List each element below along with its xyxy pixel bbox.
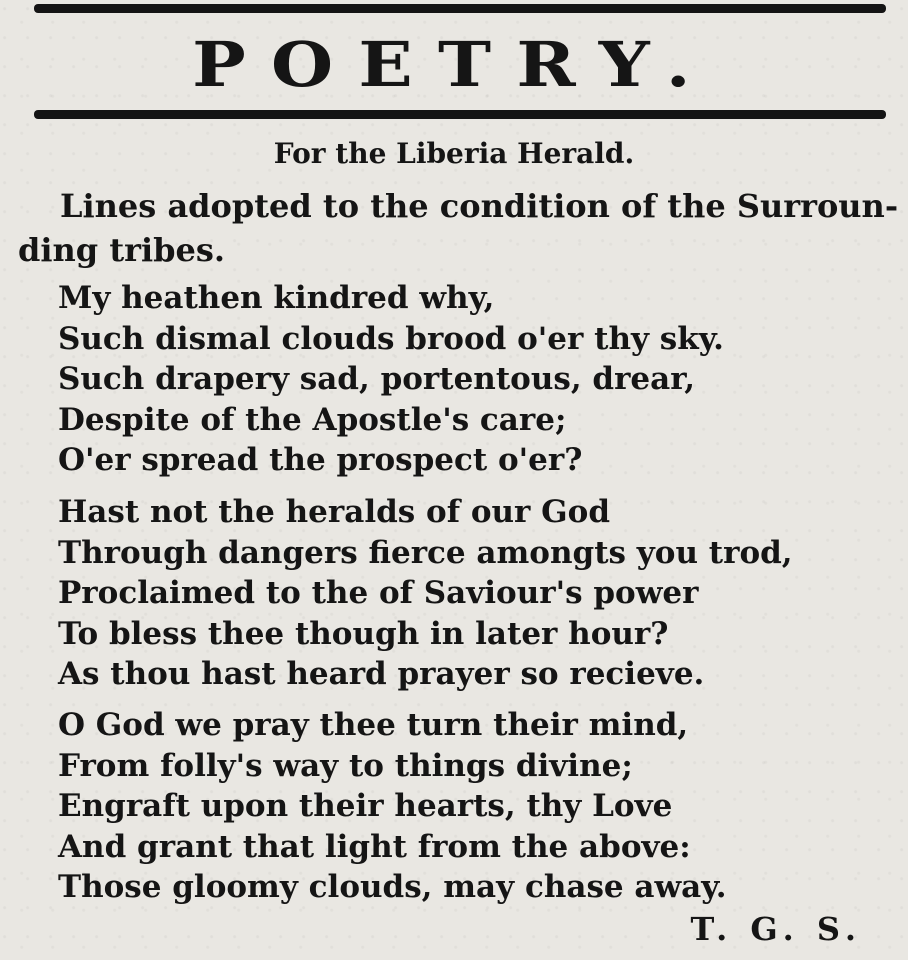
poem-line: To bless thee though in later hour? [58, 615, 669, 652]
poem-line: Through dangers fierce amongts you trod, [58, 534, 793, 571]
poem-line: As thou hast heard prayer so recieve. [58, 656, 705, 692]
poem-line: Hast not the heralds of our God [58, 494, 610, 530]
poem-line: Those gloomy clouds, may chase away. [58, 869, 727, 905]
poem-line: O God we pray thee turn their mind, [58, 707, 689, 743]
poem-line: O'er spread the prospect o'er? [58, 442, 583, 478]
poem-line: Proclaimed to the of Saviour's power [58, 575, 699, 611]
section-heading: POETRY. [192, 28, 716, 101]
source-line: For the Liberia Herald. [273, 137, 635, 170]
intro-line: ding tribes. [18, 231, 225, 269]
bottom-rule [34, 110, 886, 119]
top-rule [34, 4, 886, 13]
poem-line: Engraft upon their hearts, thy Love [58, 788, 673, 824]
poem-line: And grant that light from the above: [58, 828, 691, 865]
poem-intro [18, 184, 899, 272]
intro-line: Lines adopted to the condition of the Surroun- [60, 187, 899, 225]
poem-line: From folly's way to things divine; [58, 747, 633, 784]
poem-stanza [58, 492, 888, 695]
poem-stanza [58, 705, 888, 908]
poem-line: Despite of the Apostle's care; [58, 401, 567, 438]
poem-line: Such dismal clouds brood o'er thy sky. [58, 320, 724, 357]
poem-line: My heathen kindred why, [58, 280, 495, 316]
poem-line: Such drapery sad, portentous, drear, [58, 361, 696, 397]
poem-stanza [58, 278, 888, 481]
author-initials: T. G. S. [690, 910, 862, 948]
